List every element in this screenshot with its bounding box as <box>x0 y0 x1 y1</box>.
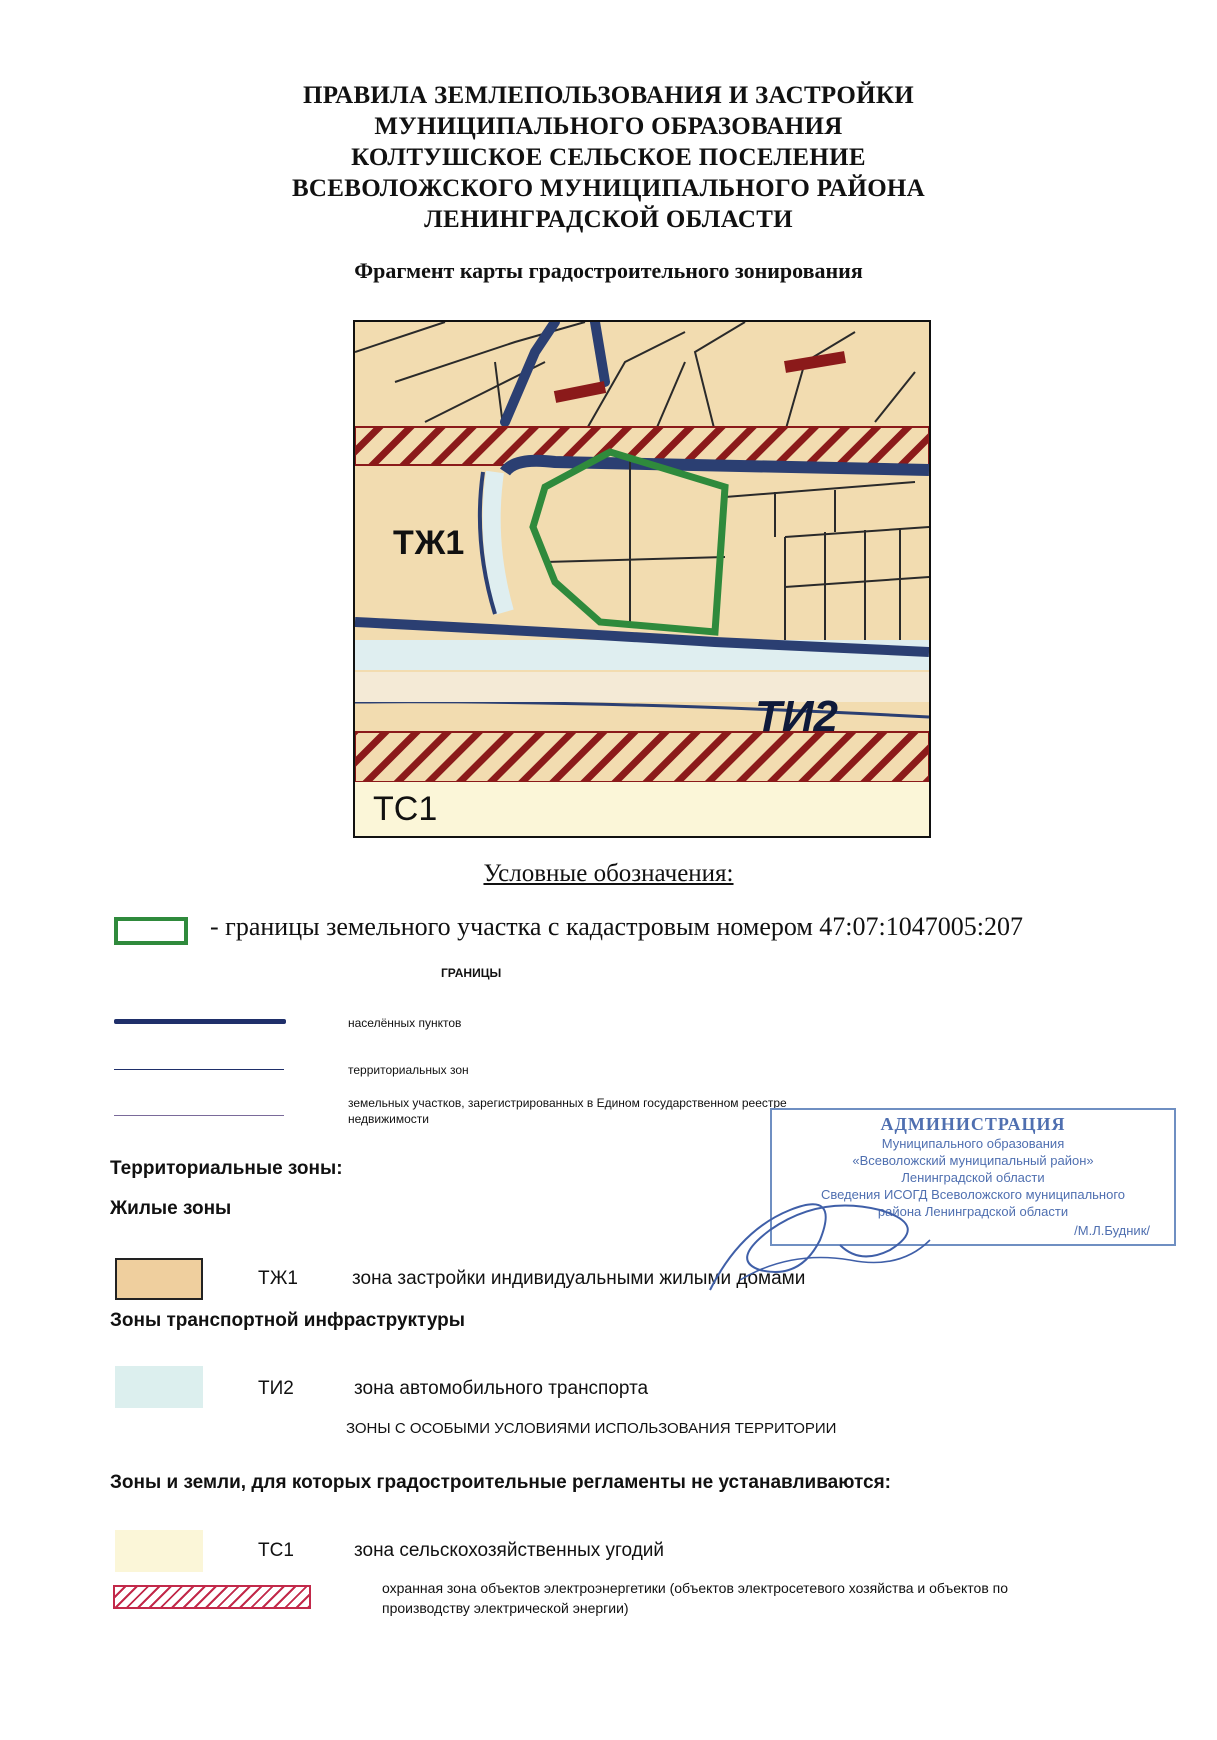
power-zone-label-2: производству электрической энергии) <box>382 1600 629 1616</box>
zoning-map <box>353 320 931 838</box>
stamp-head: АДМИНИСТРАЦИЯ <box>880 1114 1066 1134</box>
legend-title-text: Условные обозначения: <box>483 860 734 887</box>
stamp-line-4: Сведения ИСОГД Всеволожского муниципального <box>820 1187 1126 1202</box>
parcel-boundary-label: - границы земельного участка с кадастровым номером 47:07:1047005:207 <box>210 912 1023 941</box>
transport-zones-header: Зоны транспортной инфраструктуры <box>110 1310 465 1331</box>
no-regulations-header: Зоны и земли, для которых градостроительные регламенты не устанавливаются: <box>110 1472 892 1493</box>
boundaries-header: ГРАНИЦЫ <box>441 966 502 980</box>
stamp-line-1: Муниципального образования <box>881 1136 1065 1151</box>
document-subtitle: Фрагмент карты градостроительного зонирования <box>354 258 863 283</box>
power-zone-swatch <box>113 1585 311 1609</box>
ti2-swatch <box>115 1366 203 1408</box>
title-line-1: ПРАВИЛА ЗЕМЛЕПОЛЬЗОВАНИЯ И ЗАСТРОЙКИ <box>302 82 915 109</box>
ti2-code: ТИ2 <box>258 1378 294 1399</box>
map-label-tc1: ТС1 <box>373 790 438 828</box>
map-label-ti2: ТИ2 <box>755 692 838 741</box>
zoning-map-drawing <box>355 322 929 836</box>
tc1-zone-area <box>355 782 929 836</box>
stamp-line-5: района Ленинградской области <box>877 1204 1069 1219</box>
residential-zones-header: Жилые зоны <box>110 1198 232 1219</box>
stamp-line-2: «Всеволожский муниципальный район» <box>852 1153 1094 1168</box>
title-line-4: ВСЕВОЛОЖСКОГО МУНИЦИПАЛЬНОГО РАЙОНА <box>291 175 926 202</box>
tc1-swatch <box>115 1530 203 1572</box>
territorial-zones-header: Территориальные зоны: <box>110 1158 343 1179</box>
handwritten-signature <box>700 1170 940 1300</box>
land-plot-boundary-line <box>114 1115 284 1116</box>
stamp-signature-name: /М.Л.Будник/ <box>1074 1223 1150 1238</box>
title-line-2: МУНИЦИПАЛЬНОГО ОБРАЗОВАНИЯ <box>374 113 843 140</box>
special-conditions-header: ЗОНЫ С ОСОБЫМИ УСЛОВИЯМИ ИСПОЛЬЗОВАНИЯ ТЕРРИТОРИИ <box>346 1420 837 1437</box>
title-line-3: КОЛТУШСКОЕ СЕЛЬСКОЕ ПОСЕЛЕНИЕ <box>351 144 866 171</box>
ti2-description: зона автомобильного транспорта <box>354 1378 649 1399</box>
tj1-code: ТЖ1 <box>258 1268 298 1289</box>
settlement-boundary-label: населённых пунктов <box>348 1016 462 1030</box>
tj1-description: зона застройки индивидуальными жилыми домами <box>352 1268 806 1289</box>
power-zone-bottom <box>355 732 929 782</box>
verge-area <box>355 672 929 702</box>
document-title <box>0 80 1217 235</box>
territorial-zone-line <box>114 1069 284 1070</box>
tj1-swatch <box>115 1258 203 1300</box>
stamp-line-3: Ленинградской области <box>901 1170 1045 1185</box>
land-plot-label-1: земельных участков, зарегистрированных в Едином государственном реестре <box>348 1096 787 1110</box>
settlement-boundary-line <box>114 1019 286 1024</box>
map-label-tj1: ТЖ1 <box>393 524 465 562</box>
tc1-description: зона сельскохозяйственных угодий <box>354 1540 665 1561</box>
power-zone-label-1: охранная зона объектов электроэнергетики (объектов электросетевого хозяйства и объектов по <box>382 1580 1009 1596</box>
title-line-5: ЛЕНИНГРАДСКОЙ ОБЛАСТИ <box>424 206 793 233</box>
territorial-zone-label: территориальных зон <box>348 1063 469 1077</box>
legend-title <box>0 860 1217 888</box>
land-plot-label-2: недвижимости <box>348 1112 429 1126</box>
tc1-code: ТС1 <box>258 1540 294 1561</box>
parcel-boundary-swatch <box>114 917 188 945</box>
